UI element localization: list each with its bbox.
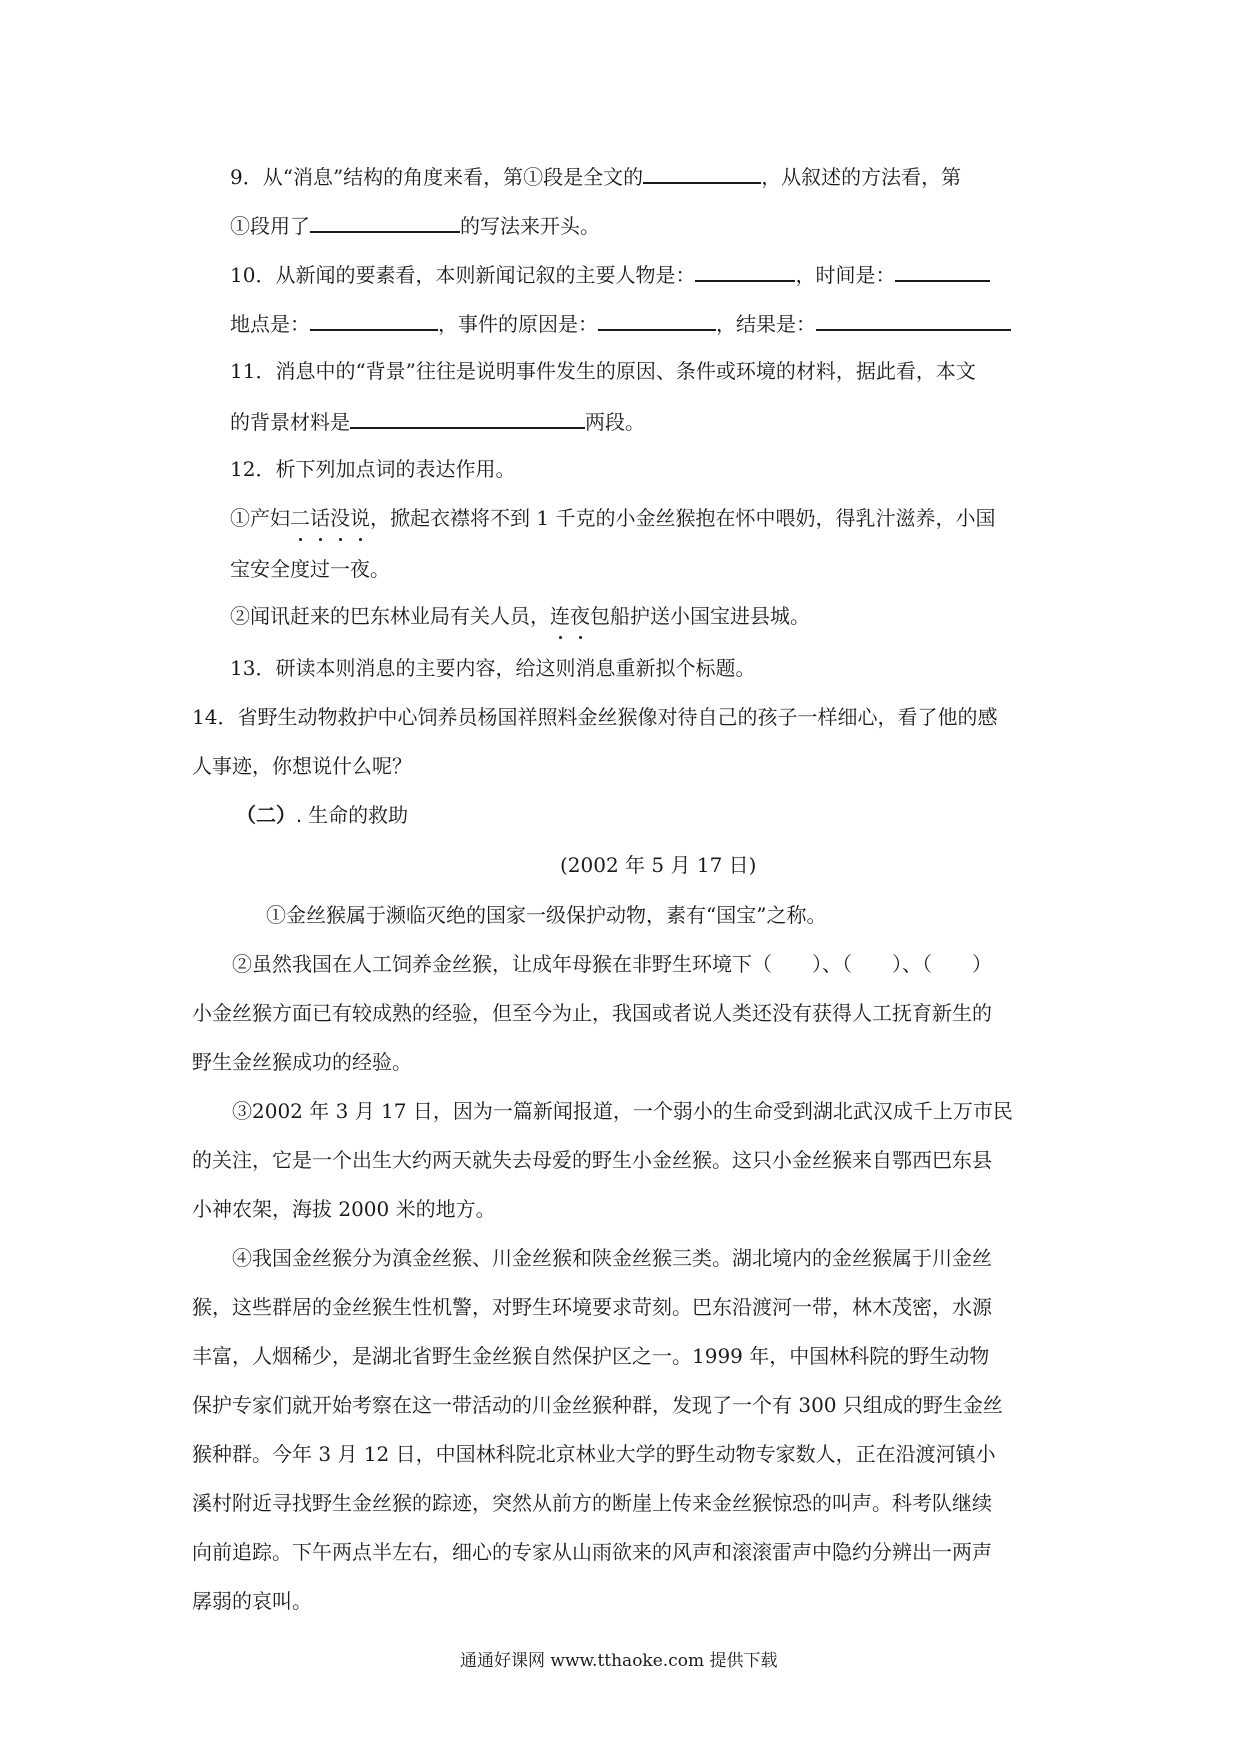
- paragraph-4-line-5: 猴种群。今年 3 月 12 日，中国林科院北京林业大学的野生动物专家数人，正在沿渡河镇小: [192, 1442, 996, 1466]
- answer-blank[interactable]: [598, 307, 716, 331]
- dotted-char: 夜: [570, 601, 590, 631]
- question-14-line-2: 人事迹，你想说什么呢？: [192, 754, 412, 778]
- answer-blank[interactable]: [310, 209, 460, 233]
- question-9-line-1: 9．从“消息”结构的角度来看，第①段是全文的 ，从叙述的方法看，第: [230, 160, 961, 192]
- question-9-line-2: ①段用了 的写法来开头。: [230, 209, 600, 241]
- question-10-line-2: 地点是： ，事件的原因是： ，结果是：: [230, 307, 1011, 339]
- paragraph-2-line-1: ②虽然我国在人工饲养金丝猴，让成年母猴在非野生环境下（ ）、（ ）、（ ）: [232, 952, 992, 976]
- answer-blank[interactable]: [695, 258, 795, 282]
- question-12-sentence-1: ①产妇二话没说，掀起衣襟将不到 1 千克的小金丝猴抱在怀中喂奶，得乳汁滋养，小国: [230, 503, 995, 533]
- paragraph-3-line-2: 的关注，它是一个出生大约两天就失去母爱的野生小金丝猴。这只小金丝猴来自鄂西巴东县: [192, 1148, 992, 1172]
- paragraph-3-line-1: ③2002 年 3 月 17 日，因为一篇新闻报道，一个弱小的生命受到湖北武汉成千上万市民: [232, 1099, 1013, 1123]
- question-10-line-1: 10．从新闻的要素看，本则新闻记叙的主要人物是： ，时间是：: [230, 258, 990, 290]
- question-11-line-2: 的背景材料是 两段。: [230, 405, 645, 437]
- article-date: (2002 年 5 月 17 日): [560, 853, 757, 877]
- answer-blank[interactable]: [895, 258, 990, 282]
- answer-blank[interactable]: [350, 405, 585, 429]
- paragraph-1: ①金丝猴属于濒临灭绝的国家一级保护动物，素有“国宝”之称。: [266, 903, 827, 927]
- page-footer: 通通好课网 www.tthaoke.com 提供下载: [460, 1651, 778, 1671]
- paragraph-2-line-2: 小金丝猴方面已有较成熟的经验，但至今为止，我国或者说人类还没有获得人工抚育新生的: [192, 1001, 992, 1025]
- paragraph-4-line-3: 丰富，人烟稀少，是湖北省野生金丝猴自然保护区之一。1999 年，中国林科院的野生动物: [192, 1344, 990, 1368]
- question-14-line-1: 14．省野生动物救护中心饲养员杨国祥照料金丝猴像对待自己的孩子一样细心，看了他的感: [192, 705, 998, 729]
- paragraph-3-line-3: 小神农架，海拔 2000 米的地方。: [192, 1197, 496, 1221]
- question-11-line-1: 11．消息中的“背景”往往是说明事件发生的原因、条件或环境的材料，据此看，本文: [230, 359, 976, 383]
- paragraph-4-line-8: 孱弱的哀叫。: [192, 1589, 312, 1613]
- dotted-char: 说: [350, 503, 370, 533]
- paragraph-4-line-7: 向前追踪。下午两点半左右，细心的专家从山雨欲来的风声和滚滚雷声中隐约分辨出一两声: [192, 1540, 992, 1564]
- question-12-sentence-2: ②闻讯赶来的巴东林业局有关人员，连夜包船护送小国宝进县城。: [230, 601, 810, 631]
- section-heading: （二）. 生命的救助: [236, 803, 409, 827]
- question-13: 13．研读本则消息的主要内容，给这则消息重新拟个标题。: [230, 656, 756, 680]
- dotted-char: 连: [550, 601, 570, 631]
- answer-blank[interactable]: [310, 307, 438, 331]
- question-12-sentence-1-cont: 宝安全度过一夜。: [230, 557, 390, 581]
- answer-blank[interactable]: [643, 160, 761, 184]
- answer-blank[interactable]: [816, 307, 1011, 331]
- paragraph-4-line-6: 溪村附近寻找野生金丝猴的踪迹，突然从前方的断崖上传来金丝猴惊恐的叫声。科考队继续: [192, 1491, 992, 1515]
- dotted-char: 话: [310, 503, 330, 533]
- paragraph-4-line-1: ④我国金丝猴分为滇金丝猴、川金丝猴和陕金丝猴三类。湖北境内的金丝猴属于川金丝: [232, 1246, 992, 1270]
- paragraph-2-line-3: 野生金丝猴成功的经验。: [192, 1050, 412, 1074]
- dotted-char: 二: [290, 503, 310, 533]
- paragraph-4-line-2: 猴，这些群居的金丝猴生性机警，对野生环境要求苛刻。巴东沿渡河一带，林木茂密，水源: [192, 1295, 992, 1319]
- question-12-title: 12．析下列加点词的表达作用。: [230, 457, 516, 481]
- paragraph-4-line-4: 保护专家们就开始考察在这一带活动的川金丝猴种群，发现了一个有 300 只组成的野生金丝: [192, 1393, 1003, 1417]
- dotted-char: 没: [330, 503, 350, 533]
